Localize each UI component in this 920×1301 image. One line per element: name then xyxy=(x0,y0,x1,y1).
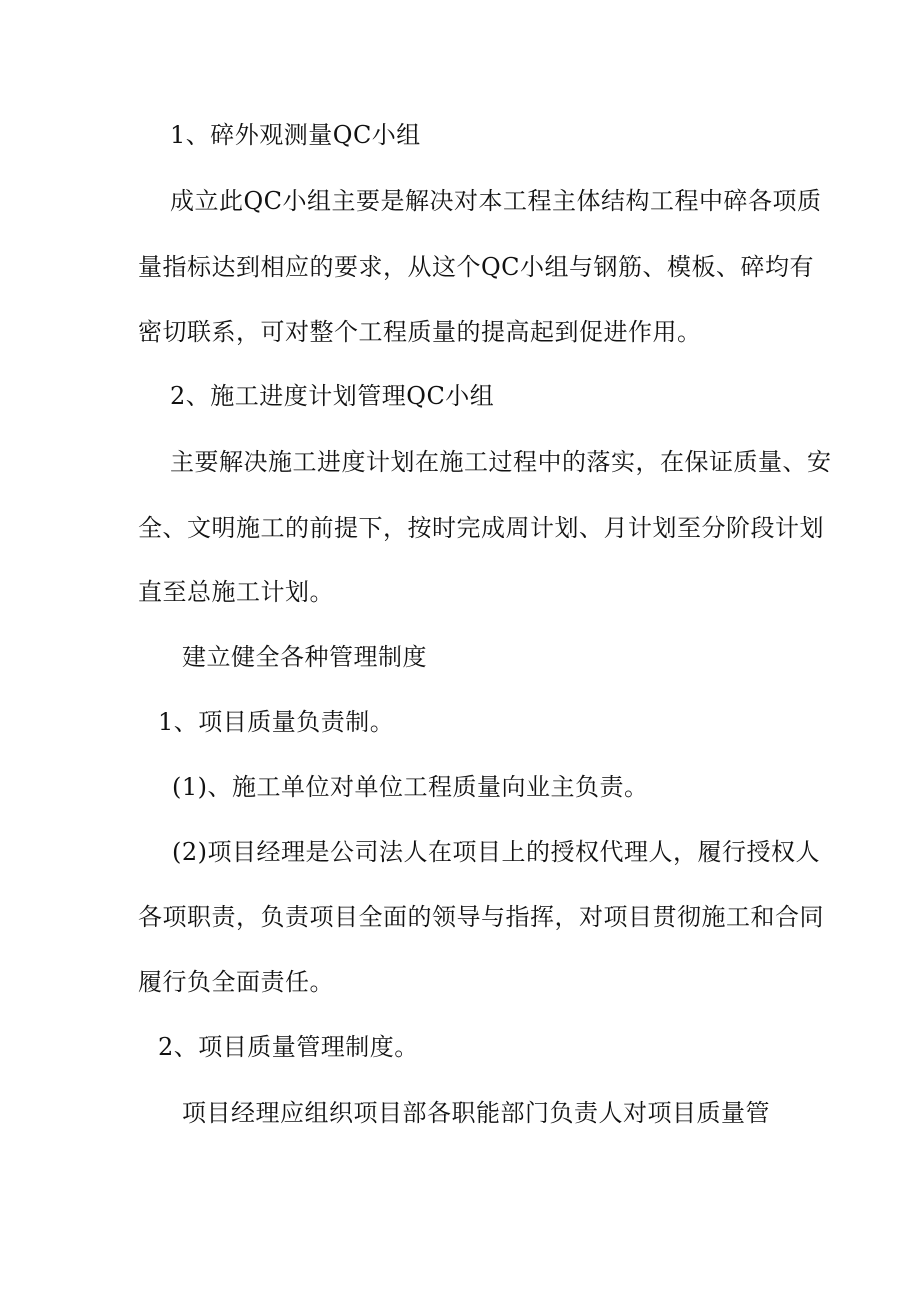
paragraph-line: 项目经理应组织项目部各职能部门负责人对项目质量管 xyxy=(182,1099,770,1127)
paragraph-line: 量指标达到相应的要求，从这个QC小组与钢筋、模板、碎均有 xyxy=(138,253,815,281)
paragraph-line: 密切联系，可对整个工程质量的提高起到促进作用。 xyxy=(138,318,702,346)
paragraph-line: 直至总施工计划。 xyxy=(138,578,334,606)
paragraph-line: 主要解决施工进度计划在施工过程中的落实，在保证质量、安 xyxy=(170,448,832,476)
subsection-heading: 2、项目质量管理制度。 xyxy=(158,1033,419,1061)
list-item: (1)、施工单位对单位工程质量向业主负责。 xyxy=(172,773,649,801)
heading-qc-group-1: 1、碎外观测量QC小组 xyxy=(170,121,421,149)
paragraph-line: 成立此QC小组主要是解决对本工程主体结构工程中碎各项质 xyxy=(170,187,822,215)
section-heading: 建立健全各种管理制度 xyxy=(182,643,427,671)
paragraph-line: 全、文明施工的前提下，按时完成周计划、月计划至分阶段计划 xyxy=(138,514,824,542)
list-item: (2)项目经理是公司法人在项目上的授权代理人，履行授权人 xyxy=(172,838,820,866)
paragraph-line: 履行负全面责任。 xyxy=(138,968,334,996)
paragraph-line: 各项职责，负责项目全面的领导与指挥，对项目贯彻施工和合同 xyxy=(138,903,824,931)
heading-qc-group-2: 2、施工进度计划管理QC小组 xyxy=(170,382,495,410)
subsection-heading: 1、项目质量负责制。 xyxy=(158,708,395,736)
